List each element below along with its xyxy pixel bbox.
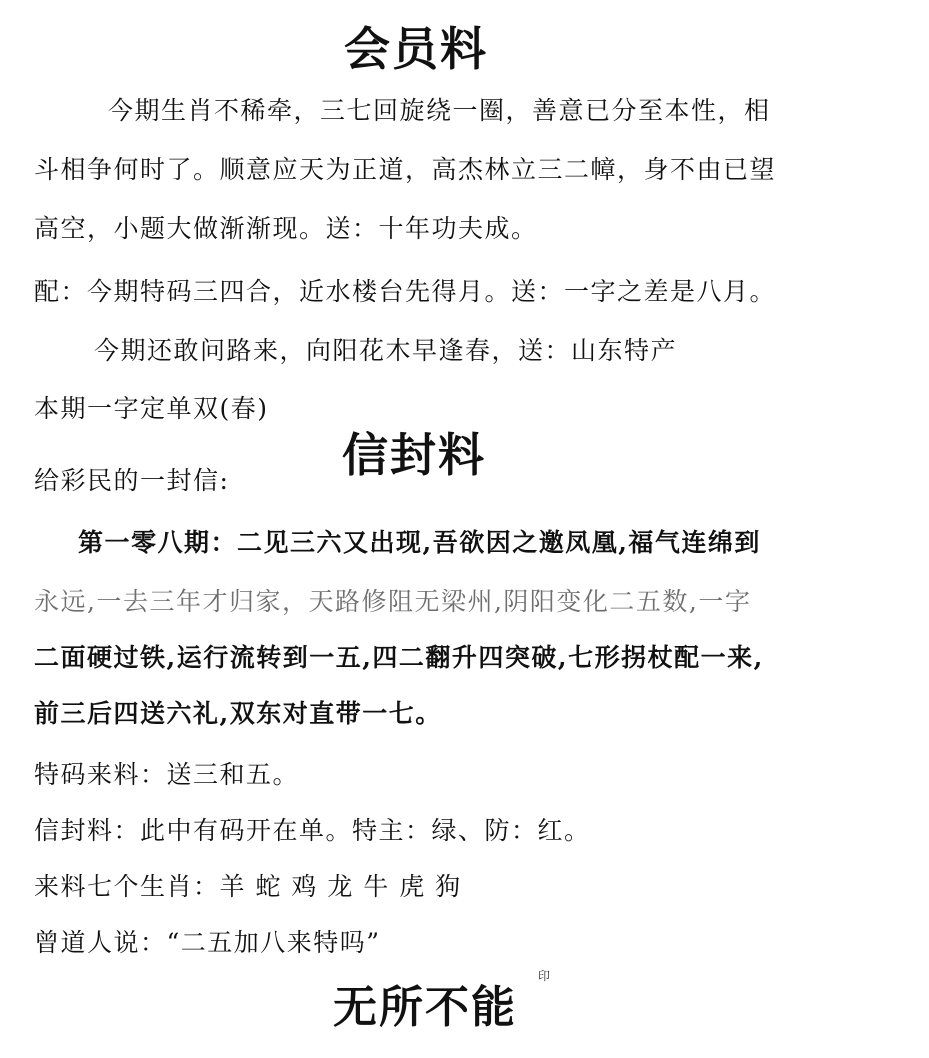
- member-line-6: 本期一字定单双(春): [34, 394, 269, 423]
- envelope-line-2: 永远,一去三年才归家，天路修阻无梁州,阴阳变化二五数,一字: [34, 587, 752, 616]
- member-line-4: 配：今期特码三四合，近水楼台先得月。送：一字之差是八月。: [34, 277, 777, 306]
- envelope-line-8: 曾道人说：“二五加八来特吗”: [34, 928, 381, 957]
- envelope-line-1: 第一零八期：二见三六又出现,吾欲因之邀凤凰,福气连绵到: [78, 528, 761, 557]
- member-line-3: 高空，小题大做渐渐现。送：十年功夫成。: [34, 214, 538, 243]
- member-title: 会员料: [344, 22, 488, 76]
- envelope-line-3: 二面硬过铁,运行流转到一五,四二翻升四突破,七形拐杖配一来,: [34, 643, 764, 672]
- member-line-1: 今期生肖不稀牵，三七回旋绕一圈，善意已分至本性，相: [108, 96, 771, 125]
- envelope-line-7: 来料七个生肖：羊 蛇 鸡 龙 牛 虎 狗: [34, 872, 462, 901]
- envelope-line-5: 特码来料：送三和五。: [34, 760, 300, 789]
- seal-mark: 印: [538, 969, 551, 983]
- envelope-line-6: 信封料：此中有码开在单。特主：绿、防：红。: [34, 816, 591, 845]
- envelope-intro: 给彩民的一封信:: [34, 466, 230, 495]
- footer-title: 无所不能: [333, 982, 517, 1033]
- member-line-2: 斗相争何时了。顺意应天为正道，高杰林立三二幛，身不由已望: [34, 155, 777, 184]
- envelope-title: 信封料: [342, 428, 486, 482]
- member-line-5: 今期还敢问路来，向阳花木早逢春，送：山东特产: [94, 336, 678, 365]
- envelope-line-4: 前三后四送六礼,双东对直带一七。: [34, 699, 442, 728]
